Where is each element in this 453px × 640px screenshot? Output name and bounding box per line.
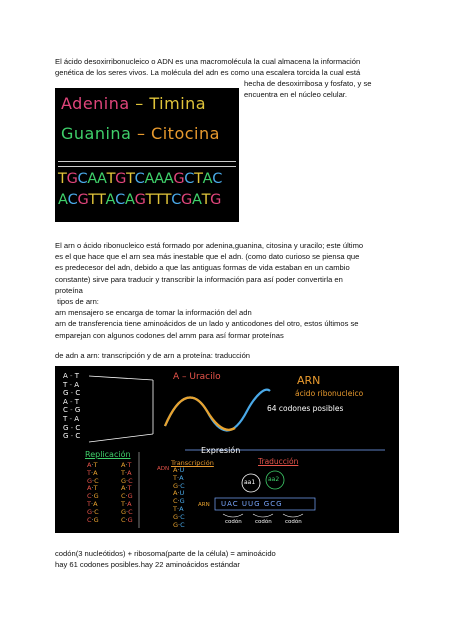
- codon-count-line: hay 61 codones posibles.hay 22 aminoácidos estándar: [55, 560, 240, 569]
- base-pair: G·C: [87, 507, 99, 516]
- base-pair: G·C: [173, 481, 185, 490]
- arn-line: constante) sirve para traducir y transcribir la información para así poder convertirla en: [55, 274, 343, 284]
- nucleotide-letter: A: [105, 192, 116, 208]
- base-pair: A·U: [173, 466, 185, 474]
- nucleotide-letter: G: [181, 192, 192, 208]
- base-pair: A·T: [87, 461, 98, 469]
- citocina-label: – Citocina: [136, 124, 220, 143]
- base-pair: T·A: [173, 504, 184, 513]
- base-pair: T·A: [121, 499, 132, 508]
- transcripcion-label: Transcripción: [171, 459, 214, 467]
- arrow-line-bottom: [89, 434, 153, 442]
- intro-line-3: hecha de desoxirribosa y fosfato, y se: [244, 79, 372, 88]
- rna-diagram-image: [55, 366, 399, 533]
- rna-strand-orange: [165, 397, 235, 429]
- nucleotide-letter: A: [144, 171, 155, 187]
- nucleotide-letter: T: [162, 192, 172, 208]
- base-pair: G - C: [63, 432, 81, 441]
- base-pair: G - C: [63, 423, 81, 432]
- base-pair: T·A: [173, 473, 184, 482]
- guanina-citocina-text: [61, 124, 220, 143]
- base-pair: G·C: [121, 507, 133, 516]
- adn-label: ADN: [157, 466, 170, 472]
- intro-line-2: genética de los seres vivos. La molécula del adn es como una escalera torcida la cual está: [55, 68, 361, 77]
- arn-subtitle: ácido ribonucleico: [295, 389, 364, 398]
- replication-pairs-left: [87, 462, 99, 524]
- base-pair: C·G: [173, 497, 185, 506]
- base-pair: A·T: [121, 484, 132, 493]
- base-pair: A - T: [63, 397, 80, 406]
- base-pair: G·C: [173, 520, 185, 529]
- base-pair: T - A: [63, 414, 80, 423]
- arn-line: El arn o ácido ribonucleico está formado por adenina,guanina, citosina y uracilo; este último: [55, 241, 364, 250]
- arn-line: es predecesor del adn, debido a que las antiguas formas de vida estaban en un cambio: [55, 263, 350, 273]
- nucleotide-letter: A: [163, 171, 174, 187]
- nucleotide-letter: A: [96, 171, 107, 187]
- nucleotide-letter: C: [115, 192, 125, 208]
- base-pair: C - G: [63, 406, 81, 415]
- arn-line: arn mensajero se encarga de tomar la información del adn: [55, 308, 252, 318]
- nucleotide-letter: A: [87, 171, 97, 187]
- base-pair: G - C: [63, 389, 81, 398]
- arn-line: tipos de arn:: [55, 297, 99, 306]
- arn-title: ARN: [297, 374, 321, 387]
- nucleotide-letter: T: [58, 171, 67, 187]
- codon-strip: UAC UUG GCG: [221, 500, 283, 508]
- nucleotide-letter: T: [145, 192, 155, 208]
- nucleotide-letter: G: [77, 192, 89, 208]
- nucleotide-letter: C: [212, 171, 223, 187]
- base-pair: A·U: [173, 489, 185, 498]
- process-line: de adn a arn: transcripción y de arn a proteína: traducción: [55, 351, 251, 360]
- arrow-line-top: [89, 376, 153, 380]
- base-pair: C·G: [87, 515, 99, 524]
- nucleotide-letter: G: [134, 192, 146, 208]
- nucleotide-letter: T: [194, 171, 203, 187]
- arn-line: proteína: [55, 285, 83, 295]
- nucleotide-letter: C: [184, 171, 195, 187]
- arn-line: arn de transferencia tiene aminoácidos de un lado y anticodones del otro, estos últimos se: [55, 319, 359, 329]
- dna-base-pairs-image: [55, 88, 239, 222]
- base-pair: C·G: [121, 492, 133, 501]
- base-pair: G·C: [87, 476, 99, 485]
- timina-label: – Timina: [135, 94, 207, 113]
- nucleotide-letter: G: [115, 171, 127, 187]
- adenina-label: Adenina: [61, 94, 130, 113]
- nucleotide-letter: A: [58, 192, 68, 208]
- divider-line-2: [58, 166, 236, 167]
- expresion-label: Expresión: [201, 446, 241, 455]
- adenina-timina-text: [61, 94, 206, 113]
- base-pair: C·G: [121, 515, 133, 524]
- nucleotide-letter: G: [173, 171, 185, 187]
- arn-line: emparejan con algunos codones del arnm para así formar proteínas: [55, 330, 284, 340]
- base-pair: A - T: [63, 372, 80, 380]
- guanina-label: Guanina: [61, 124, 132, 143]
- transcription-pairs: [173, 467, 185, 529]
- nucleotide-letter: T: [106, 171, 116, 187]
- nucleotide-letter: T: [126, 171, 135, 187]
- nucleotide-letter: G: [66, 171, 78, 187]
- arn-strand-label: ARN: [198, 502, 210, 508]
- base-pair: A·T: [87, 484, 98, 493]
- nucleotide-letter: C: [77, 171, 88, 187]
- codon-equation-line: codón(3 nucleótidos) + ribosoma(parte de la célula) = aminoácido: [55, 549, 276, 558]
- nucleotide-letter: C: [171, 192, 182, 208]
- base-pair: G·C: [173, 512, 185, 521]
- nucleotide-letter: A: [202, 171, 213, 187]
- replication-pairs-right: [121, 462, 133, 524]
- traduccion-label: Traducción: [258, 457, 299, 466]
- nucleotide-letter: T: [201, 192, 211, 208]
- nucleotide-letter: C: [67, 192, 78, 208]
- codon-label-1: codón: [225, 519, 242, 525]
- base-pair: T·A: [87, 468, 98, 477]
- aa2-label: aa2: [268, 476, 280, 483]
- base-pair: T·A: [121, 468, 132, 477]
- intro-line-1: El ácido desoxirribonucleico o ADN es una macromolécula la cual almacena la información: [55, 57, 361, 66]
- nucleotide-letter: G: [210, 192, 222, 208]
- nucleotide-letter: A: [191, 192, 202, 208]
- intro-line-4: encuentra en el núcleo celular.: [244, 90, 348, 99]
- base-pair: G·C: [121, 476, 133, 485]
- base-pair: C·G: [87, 492, 99, 501]
- codon-label-3: codón: [285, 519, 302, 525]
- nucleotide-letter: A: [154, 171, 164, 187]
- base-pair: A·T: [121, 461, 132, 469]
- nucleotide-letter: A: [124, 192, 135, 208]
- replicacion-label: Replicación: [85, 450, 131, 459]
- dna-sequence-top: [58, 171, 222, 187]
- codon-label-2: codón: [255, 519, 272, 525]
- nucleotide-letter: C: [134, 171, 145, 187]
- nucleotide-letter: T: [96, 192, 106, 208]
- base-pair: T - A: [63, 380, 80, 389]
- divider-line-1: [58, 161, 236, 162]
- nucleotide-letter: T: [88, 192, 97, 208]
- a-uracilo-label: A – Uracilo: [173, 372, 221, 382]
- codones-posibles-label: 64 codones posibles: [267, 404, 344, 413]
- arn-line: es el que hace que el arn sea más inestable que el adn. (como dato curioso se piensa que: [55, 252, 360, 262]
- base-pair: T·A: [87, 499, 98, 508]
- aa1-label: aa1: [244, 479, 256, 486]
- dna-sequence-bottom: [58, 192, 221, 208]
- codon-braces: [223, 514, 303, 517]
- nucleotide-letter: T: [154, 192, 163, 208]
